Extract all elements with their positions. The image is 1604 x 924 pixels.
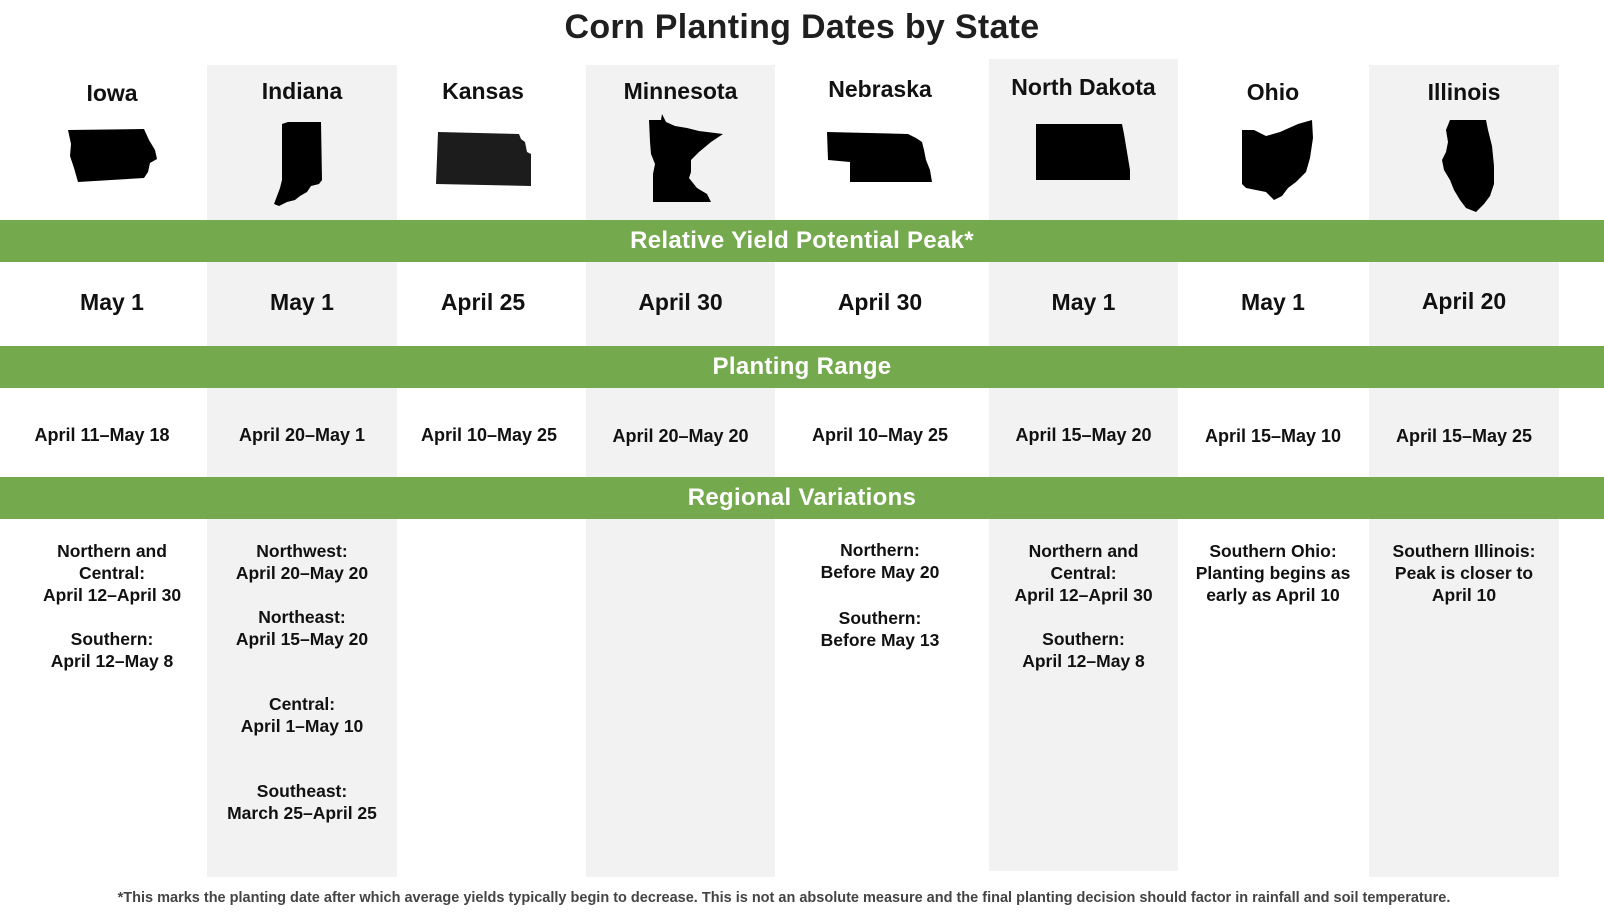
regional-block	[207, 606, 397, 650]
iowa-state-silhouette	[66, 126, 160, 186]
kansas-state-silhouette	[435, 130, 535, 188]
regional-illinois	[1369, 540, 1559, 628]
nebraska-state-silhouette	[826, 130, 936, 186]
regional-block	[207, 693, 397, 737]
regional-line: Northern and	[1028, 541, 1139, 561]
regional-line: Central:	[1050, 563, 1117, 583]
range-nebraska: April 10–May 25	[811, 425, 949, 445]
range-iowa: April 11–May 18	[34, 425, 170, 445]
regional-line: April 1–May 10	[240, 716, 364, 736]
regional-line: March 25–April 25	[227, 803, 377, 823]
regional-line: Northeast:	[258, 607, 346, 627]
regional-line: Northern:	[840, 540, 920, 560]
regional-block	[22, 628, 202, 672]
peak-minnesota: April 30	[638, 289, 723, 315]
regional-block	[785, 539, 975, 583]
peak-nebraska: April 30	[837, 289, 923, 315]
peak-illinois: April 20	[1421, 288, 1507, 314]
peak-kansas: April 25	[440, 289, 526, 315]
state-name-kansas: Kansas	[442, 78, 524, 104]
regional-block	[207, 780, 397, 824]
regional-block	[785, 607, 975, 651]
regional-indiana	[207, 540, 397, 867]
peak-ohio: May 1	[1241, 289, 1305, 315]
regional-block	[989, 540, 1178, 606]
regional-north-dakota	[989, 540, 1178, 694]
range-minnesota: April 20–May 20	[612, 426, 749, 446]
regional-line: Southern Ohio:	[1209, 541, 1337, 561]
regional-line: April 15–May 20	[235, 629, 369, 649]
regional-line: Southern:	[838, 608, 922, 628]
north-dakota-state-silhouette	[1034, 122, 1134, 184]
regional-block	[989, 628, 1178, 672]
ohio-state-silhouette	[1240, 120, 1316, 204]
minnesota-state-silhouette	[647, 114, 729, 208]
regional-line: April 12–May 8	[50, 651, 174, 671]
regional-line: April 12–May 8	[1022, 651, 1145, 671]
regional-block	[1178, 540, 1368, 606]
regional-ohio	[1178, 540, 1368, 628]
regional-line: April 12–April 30	[42, 585, 182, 605]
regional-line: Southern Illinois:	[1392, 541, 1536, 561]
regional-block	[22, 540, 202, 606]
regional-line: Northwest:	[256, 541, 348, 561]
peak-indiana: May 1	[270, 289, 334, 315]
regional-line: early as April 10	[1206, 585, 1340, 605]
regional-line: Central:	[78, 563, 146, 583]
state-name-north-dakota: North Dakota	[1011, 74, 1156, 100]
regional-line: Before May 13	[820, 630, 940, 650]
page-title: Corn Planting Dates by State	[564, 8, 1040, 46]
range-indiana: April 20–May 1	[238, 425, 366, 445]
regional-line: Before May 20	[820, 562, 940, 582]
band-regional-variations: Regional Variations	[0, 477, 1604, 519]
state-name-illinois: Illinois	[1427, 79, 1501, 105]
regional-iowa	[22, 540, 202, 694]
regional-line: Southern:	[1042, 629, 1125, 649]
regional-line: April 12–April 30	[1014, 585, 1153, 605]
regional-line: Central:	[268, 694, 336, 714]
regional-block	[1369, 540, 1559, 606]
state-name-nebraska: Nebraska	[828, 76, 932, 102]
regional-block	[207, 540, 397, 584]
indiana-state-silhouette	[273, 122, 333, 210]
range-ohio: April 15–May 10	[1204, 426, 1342, 446]
regional-line: April 20–May 20	[235, 563, 369, 583]
peak-iowa: May 1	[80, 289, 144, 315]
state-name-ohio: Ohio	[1246, 79, 1300, 105]
regional-line: Peak is closer to	[1394, 563, 1534, 583]
regional-line: Planting begins as	[1195, 563, 1351, 583]
band-yield-peak: Relative Yield Potential Peak*	[0, 220, 1604, 262]
regional-line: Southern:	[70, 629, 154, 649]
regional-line: April 10	[1431, 585, 1497, 605]
peak-north-dakota: May 1	[1051, 289, 1116, 315]
state-name-iowa: Iowa	[86, 80, 138, 106]
range-illinois: April 15–May 25	[1395, 426, 1533, 446]
footnote: *This marks the planting date after which average yields typically begin to decrease. This is not an absolute measure and the final planting decision should factor in rainfall and soil temperature.	[117, 890, 1451, 906]
regional-line: Northern and	[57, 541, 167, 561]
state-name-minnesota: Minnesota	[623, 78, 738, 104]
range-north-dakota: April 15–May 20	[1015, 425, 1152, 445]
regional-line: Southeast:	[256, 781, 348, 801]
range-kansas: April 10–May 25	[420, 425, 558, 445]
illinois-state-silhouette	[1440, 118, 1502, 214]
band-planting-range: Planting Range	[0, 346, 1604, 388]
state-name-indiana: Indiana	[261, 78, 343, 104]
regional-nebraska	[785, 539, 975, 675]
